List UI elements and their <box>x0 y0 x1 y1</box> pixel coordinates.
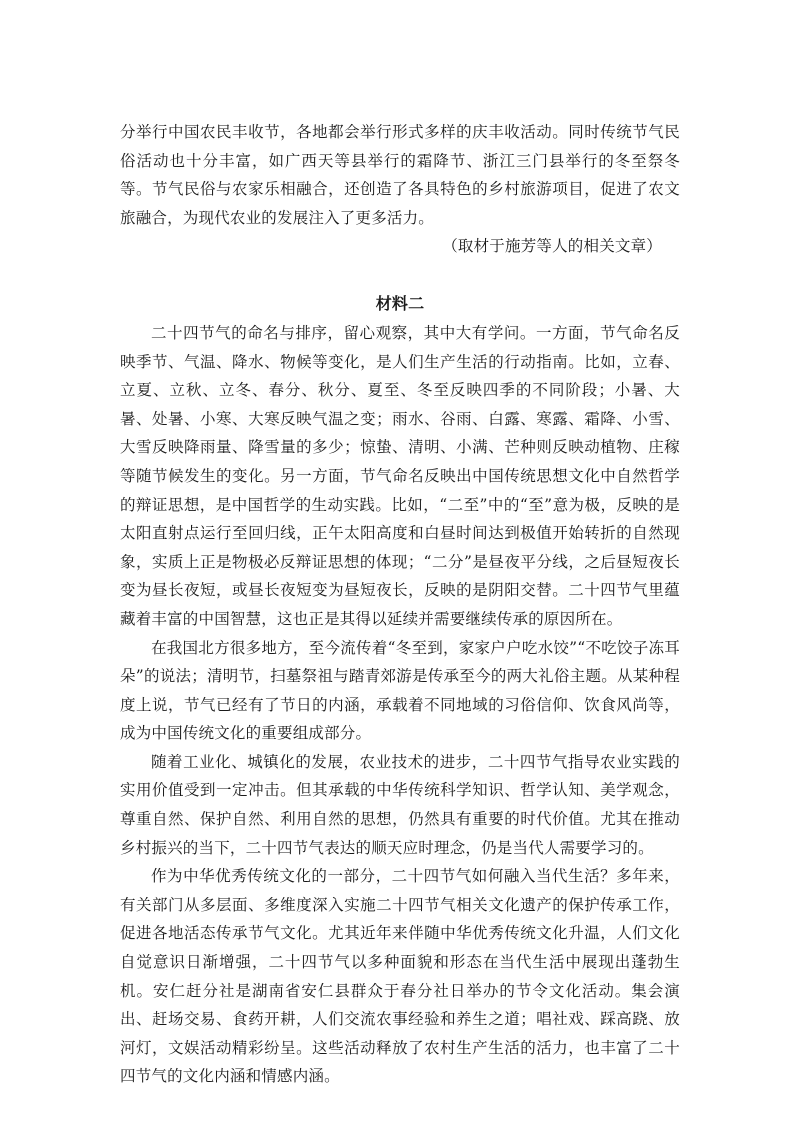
material2-paragraph-4: 作为中华优秀传统文化的一部分，二十四节气如何融入当代生活？多年来，有关部门从多层面、多维度深入实施二十四节气相关文化遗产的保护传承工作，促进各地活态传承节气文化。尤其近年来伴随中华优秀传统文化升温，人们文化自觉意识日渐增强，二十四节气以多种面貌和形态在当代生活中展现出蓬勃生机。安仁赶分社是湖南省安仁县群众于春分社日举办的节令文化活动。集会演出、赶场交易、食药开耕，人们交流农事经验和养生之道；唱社戏、踩高跷、放河灯，文娱活动精彩纷呈。这些活动释放了农村生产生活的活力，也丰富了二十四节气的文化内涵和情感内涵。 <box>120 867 680 1086</box>
material2-paragraph-2: 在我国北方很多地方，至今流传着“冬至到，家家户户吃水饺”“不吃饺子冻耳朵”的说法；清明节，扫墓祭祖与踏青郊游是传承至今的两大礼俗主题。从某种程度上说，节气已经有了节日的内涵，承载着不同地域的习俗信仰、饮食风尚等，成为中国传统文化的重要组成部分。 <box>120 638 680 743</box>
material2-heading: 材料二 <box>375 293 425 313</box>
material2-paragraph-3: 随着工业化、城镇化的发展，农业技术的进步，二十四节气指导农业实践的实用价值受到一定冲击。但其承载的中华传统科学知识、哲学认知、美学观念，尊重自然、保护自然、利用自然的思想，仍然具有重要的时代价值。尤其在推动乡村振兴的当下，二十四节气表达的顺天应时理念，仍是当代人需要学习的。 <box>120 752 680 857</box>
material1-source: （取材于施芳等人的相关文章） <box>442 237 662 256</box>
document-page <box>120 118 680 1091</box>
material1-tail-paragraph: 分举行中国农民丰收节，各地都会举行形式多样的庆丰收活动。同时传统节气民俗活动也十分丰富，如广西天等县举行的霜降节、浙江三门县举行的冬至祭冬等。节气民俗与农家乐相融合，还创造了各具特色的乡村旅游项目，促进了农文旅融合，为现代农业的发展注入了更多活力。 <box>120 123 680 227</box>
material2-paragraph-1: 二十四节气的命名与排序，留心观察，其中大有学问。一方面，节气命名反映季节、气温、降水、物候等变化，是人们生产生活的行动指南。比如，立春、立夏、立秋、立冬、春分、秋分、夏至、冬至反映四季的不同阶段；小暑、大暑、处暑、小寒、大寒反映气温之变；雨水、谷雨、白露、寒露、霜降、小雪、大雪反映降雨量、降雪量的多少；惊蛰、清明、小满、芒种则反映动植物、庄稼等随节候发生的变化。另一方面，节气命名反映出中国传统思想文化中自然哲学的辩证思想，是中国哲学的生动实践。比如，“二至”中的“至”意为极，反映的是太阳直射点运行至回归线，正午太阳高度和白昼时间达到极值开始转折的自然现象，实质上正是物极必反辩证思想的体现；“二分”是昼夜平分线，之后昼短夜长变为昼长夜短，或昼长夜短变为昼短夜长，反映的是阴阳交替。二十四节气里蕴藏着丰富的中国智慧，这也正是其得以延续并需要继续传承的原因所在。 <box>120 323 680 628</box>
